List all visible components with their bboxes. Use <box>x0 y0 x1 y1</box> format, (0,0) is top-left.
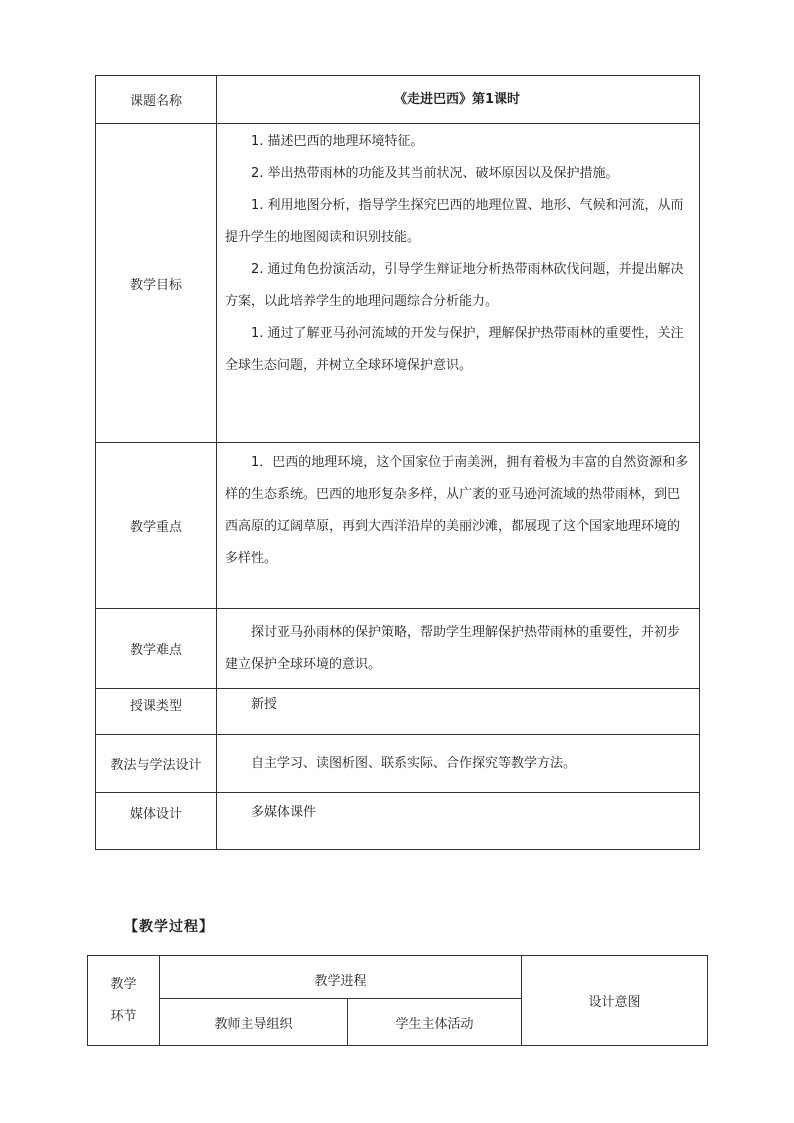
key-points-row <box>96 443 700 609</box>
goal-item: 2. 举出热带雨林的功能及其当前状况、破坏原因以及保护措施。 <box>251 166 619 181</box>
stage-header-line1: 教学 <box>110 976 137 992</box>
key-points-content <box>217 443 700 609</box>
design-intent-header: 设计意图 <box>522 956 708 1046</box>
lesson-type-content <box>217 689 700 735</box>
difficult-points-text: 探讨亚马孙雨林的保护策略，帮助学生理解保护热带雨林的重要性，并初步建立保护全球环境的意识。 <box>225 624 681 672</box>
goal-item: 1. 利用地图分析，指导学生探究巴西的地理位置、地形、气候和河流，从而提升学生的地图阅读和识别技能。 <box>225 198 684 245</box>
goal-item: 2. 通过角色扮演活动，引导学生辩证地分析热带雨林砍伐问题，并提出解决方案，以此培养学生的地理问题综合分析能力。 <box>225 262 684 309</box>
media-content <box>217 793 700 850</box>
methods-label: 教法与学法设计 <box>96 735 217 793</box>
progress-header: 教学进程 <box>160 956 522 999</box>
student-header: 学生主体活动 <box>348 999 522 1046</box>
methods-value: 自主学习、读图析图、联系实际、合作探究等教学方法。 <box>251 755 577 771</box>
methods-content <box>217 735 700 793</box>
lesson-type-value: 新授 <box>251 697 278 712</box>
stage-header-line2: 环节 <box>110 1008 137 1024</box>
key-points-label: 教学重点 <box>96 443 217 609</box>
teaching-process-heading: 【教学过程】 <box>124 919 214 935</box>
goal-item: 1. 描述巴西的地理环境特征。 <box>251 134 424 149</box>
course-name-label: 课题名称 <box>96 76 217 124</box>
difficult-points-row <box>96 609 700 689</box>
goal-item: 1. 通过了解亚马孙河流域的开发与保护，理解保护热带雨林的重要性，关注全球生态问题，并树立全球环境保护意识。 <box>225 326 684 373</box>
course-name-row <box>96 76 700 124</box>
teaching-goals-row <box>96 124 700 443</box>
key-points-text: 1．巴西的地理环境，这个国家位于南美洲，拥有着极为丰富的自然资源和多样的生态系统。巴西的地形复杂多样，从广袤的亚马逊河流域的热带雨林，到巴西高原的辽阔草原，再到大西洋沿岸的美丽沙滩，都展现了这个国家地理环境的多样性。 <box>225 455 689 566</box>
stage-header <box>88 956 160 1046</box>
media-row <box>96 793 700 850</box>
media-value: 多媒体课件 <box>251 805 317 820</box>
methods-row <box>96 735 700 793</box>
difficult-points-label: 教学难点 <box>96 609 217 689</box>
teaching-goals-content <box>217 124 700 443</box>
teaching-goals-label: 教学目标 <box>96 124 217 443</box>
course-name-value: 《走进巴西》第1课时 <box>217 76 700 124</box>
teaching-process-table <box>87 955 708 1046</box>
process-header-row-1 <box>88 956 708 999</box>
teacher-header: 教师主导组织 <box>160 999 348 1046</box>
media-label: 媒体设计 <box>96 793 217 850</box>
lesson-type-label: 授课类型 <box>96 689 217 735</box>
difficult-points-content <box>217 609 700 689</box>
lesson-type-row <box>96 689 700 735</box>
lesson-info-table <box>95 75 700 850</box>
